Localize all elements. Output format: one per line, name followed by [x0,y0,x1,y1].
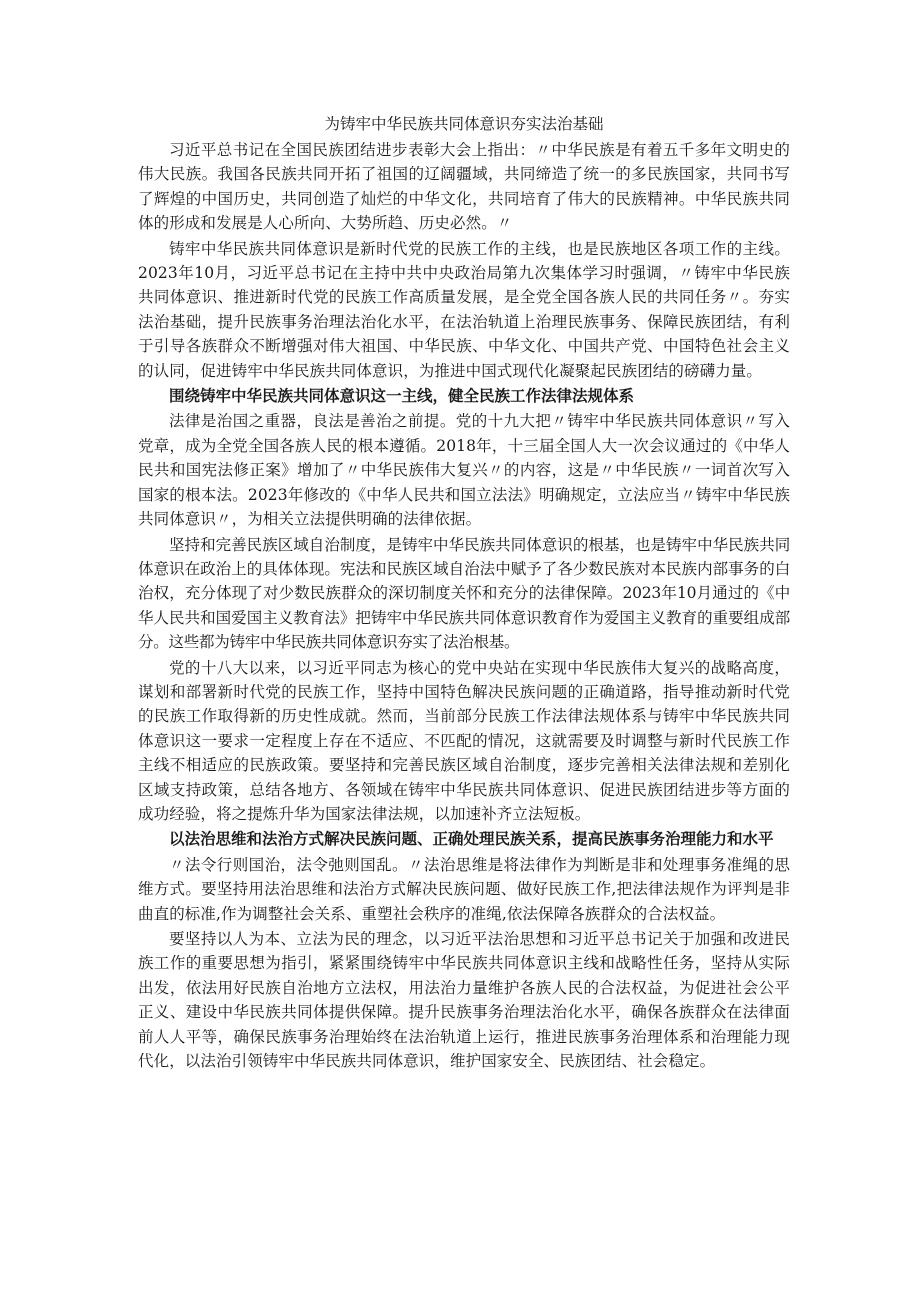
section-heading-legal-system: 围绕铸牢中华民族共同体意识这一主线，健全民族工作法律法规体系 [169,387,635,406]
paragraph-legal-thinking: 〃法令行则国治，法令弛则国乱。〃法治思维是将法律作为判断是非和处理事务准绳的思维方式。要坚持用法治思维和法治方式解决民族问题、做好民族工作,把法律法规作为评判是非曲直的标准,作为调整社会关系、重塑社会秩序的准绳,依法保障各族群众的合法权益。 [138,855,790,923]
document-title: 为铸牢中华民族共同体意识夯实法治基础 [324,115,604,133]
paragraph-law-foundation: 法律是治国之重器，良法是善治之前提。党的十九大把〃铸牢中华民族共同体意识〃写入党章，成为全党全国各族人民的根本遵循。2018年，十三届全国人大一次会议通过的《中华人民共和国宪法修正案》增加了〃中华民族伟大复兴〃的内容，这是〃中华民族〃一词首次写入国家的根本法。2023年修改的《中华人民共和国立法法》明确规定，立法应当〃铸牢中华民族共同体意识〃，为相关立法提供明确的法律依据。 [138,412,790,529]
paragraph-regional-autonomy: 坚持和完善民族区域自治制度，是铸牢中华民族共同体意识的根基，也是铸牢中华民族共同体意识在政治上的具体体现。宪法和民族区域自治法中赋予了各少数民族对本民族内部事务的白治权，充分体现了对少数民族群众的深切制度关怀和充分的法律保障。2023年10月通过的《中华人民共和国爱国主义教育法》把铸牢中华民族共同体意识教育作为爱国主义教育的重要组成部分。这些都为铸牢中华民族共同体意识夯实了法治根基。 [138,535,790,652]
paragraph-intro: 习近平总书记在全国民族团结进步表彰大会上指出：〃中华民族是有着五千多年文明史的伟大民族。我国各民族共同开拓了祖国的辽阔疆域，共同缔造了统一的多民族国家，共同书写了辉煌的中国历史，共同创造了灿烂的中华文化，共同培育了伟大的民族精神。中华民族共同体的形成和发展是人心所向、大势所趋、历史必然。〃 [138,141,790,233]
paragraph-since-18th-congress: 党的十八大以来，以习近平同志为核心的党中央站在实现中华民族伟大复兴的战略高度，谋划和部署新时代党的民族工作，坚持中国特色解决民族问题的正确道路，指导推动新时代党的民族工作取得新的历史性成就。然而，当前部分民族工作法律法规体系与铸牢中华民族共同体意识这一要求一定程度上存在不适应、不匹配的情况，这就需要及时调整与新时代民族工作主线不相适应的民族政策。要坚持和完善民族区域自治制度，逐步完善相关法律法规和差别化区域支持政策，总结各地方、各领域在铸牢中华民族共同体意识、促进民族团结进步等方面的成功经验，将之提炼升华为国家法律法规，以加速补齐立法短板。 [138,658,790,823]
document-page [138,112,790,1074]
paragraph-main-line: 铸牢中华民族共同体意识是新时代党的民族工作的主线，也是民族地区各项工作的主线。2023年10月，习近平总书记在主持中共中央政治局第九次集体学习时强调，〃铸牢中华民族共同体意识、推进新时代党的民族工作高质量发展，是全党全国各族人民的共同任务〃。夯实法治基础，提升民族事务治理法治化水平，在法治轨道上治理民族事务、保障民族团结，有利于引导各族群众不断增强对伟大祖国、中华民族、中华文化、中国共产党、中国特色社会主义的认同，促进铸牢中华民族共同体意识，为推进中国式现代化凝聚起民族团结的磅礴力量。 [138,239,790,380]
section-heading-rule-of-law-thinking: 以法治思维和法治方式解决民族问题、正确处理民族关系，提高民族事务治理能力和水平 [169,830,774,849]
paragraph-people-centered: 要坚持以人为本、立法为民的理念，以习近平法治思想和习近平总书记关于加强和改进民族工作的重要思想为指引，紧紧围绕铸牢中华民族共同体意识主线和战略性任务，坚持从实际出发，依法用好民族自治地方立法权，用法治力量维护各族人民的合法权益，为促进社会公平正义、建设中华民族共同体提供保障。提升民族事务治理法治化水平，确保各族群众在法律面前人人平等，确保民族事务治理始终在法治轨道上运行，推进民族事务治理体系和治理能力现代化，以法治引领铸牢中华民族共同体意识，维护国家安全、民族团结、社会稳定。 [138,930,790,1071]
